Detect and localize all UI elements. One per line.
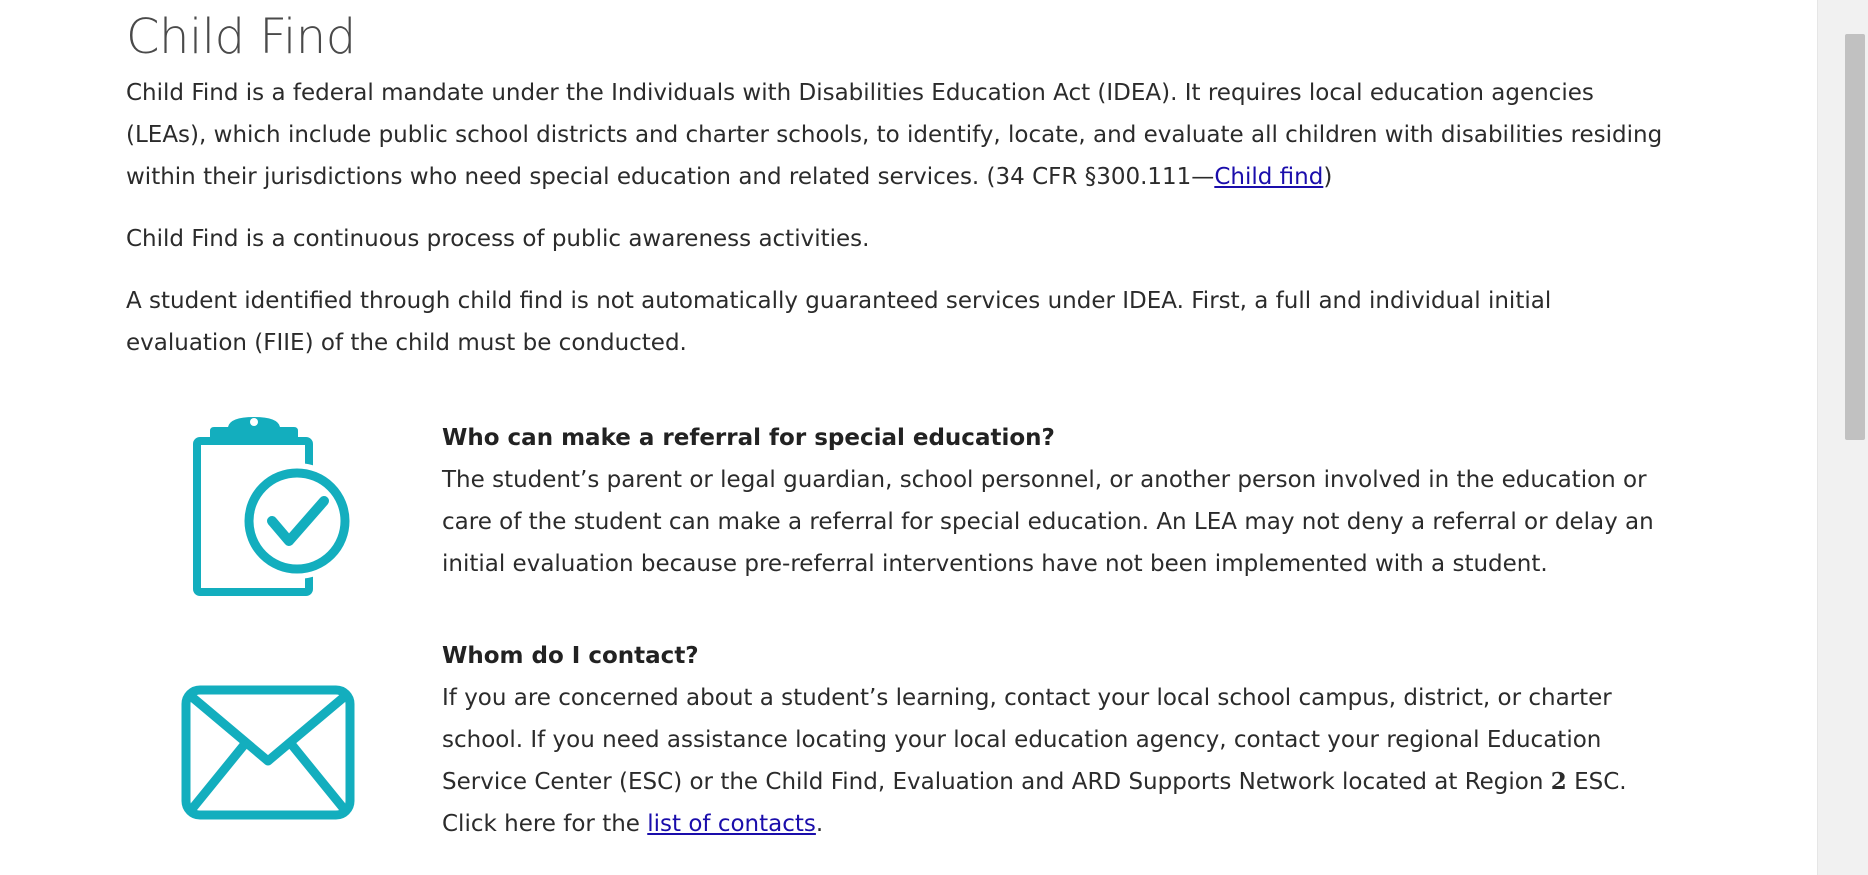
child-find-link[interactable]: Child find xyxy=(1214,164,1324,190)
referral-text xyxy=(442,417,1682,585)
vertical-scrollbar[interactable] xyxy=(1817,0,1868,875)
intro-paragraph-2: Child Find is a continuous process of public awareness activities. xyxy=(126,226,870,252)
contact-body-mid: ESC. Click here for the xyxy=(442,769,1627,837)
intro-paragraph-1 xyxy=(126,72,1666,198)
intro-paragraph-3: A student identified through child find is not automatically guaranteed services under IDEA. First, a full and individual initial evaluation (FIIE) of the child must be conducted. xyxy=(126,288,1552,356)
contact-body-start: If you are concerned about a student’s learning, contact your local school campus, district, or charter school. If you need assistance locating your local education agency, contact your regional Education Service Center (ESC) or the Child Find, Evaluation and ARD Supports Network located at Region xyxy=(442,685,1612,795)
page-title: Child Find xyxy=(126,9,356,65)
referral-body: The student’s parent or legal guardian, school personnel, or another person involved in the education or care of the student can make a referral for special education. An LEA may not deny a referral or delay an initial evaluation because pre-referral interventions have not been implemented with a student. xyxy=(442,467,1654,577)
list-of-contacts-link[interactable]: list of contacts xyxy=(647,811,816,837)
clipboard-check-icon xyxy=(126,417,416,606)
scrollbar-thumb[interactable] xyxy=(1845,34,1865,440)
intro-p1-end: ) xyxy=(1323,164,1333,190)
envelope-icon xyxy=(126,635,416,839)
contact-heading: Whom do I contact? xyxy=(442,643,699,669)
contact-body xyxy=(442,677,1682,845)
contact-text xyxy=(442,635,1682,845)
referral-heading: Who can make a referral for special education? xyxy=(442,425,1055,451)
contact-body-end: . xyxy=(815,811,824,837)
intro-p1-text: Child Find is a federal mandate under the Individuals with Disabilities Education Act (IDEA). It requires local education agencies (LEAs), which include public school districts and charter schools, to identify, locate, and evaluate all children with disabilities residing within their jurisdictions who need special education and related services. (34 CFR §300.111— xyxy=(126,80,1663,190)
main-content xyxy=(126,0,1666,364)
region-number: 2 xyxy=(1550,768,1567,795)
